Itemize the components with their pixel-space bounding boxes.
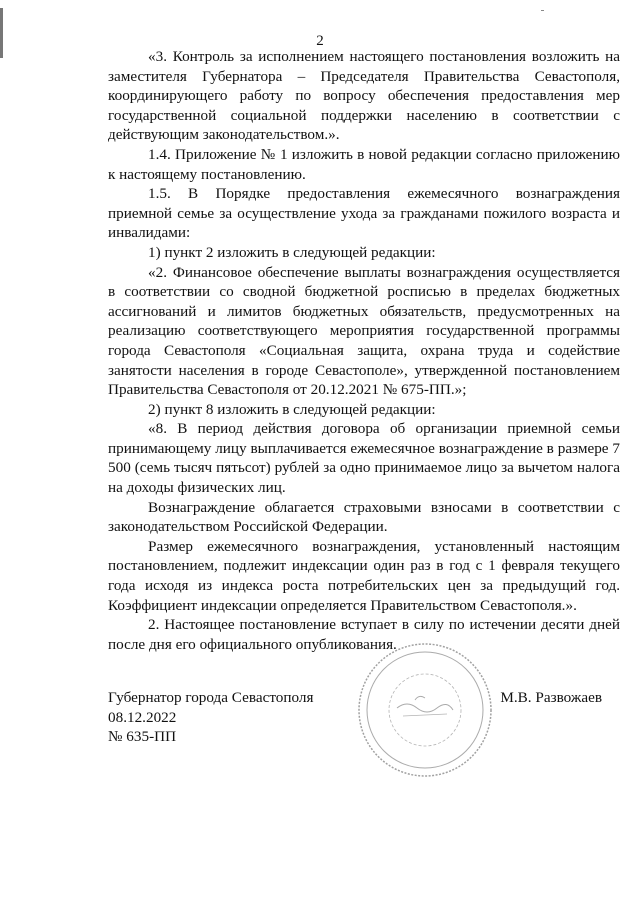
page-number: 2 <box>316 33 324 49</box>
paragraph-clause-8: «8. В период действия договора об организации приемной семьи принимающему лицу выплачивается ежемесячное вознаграждение в размере 7 500 (семь тысяч пятьсот) рублей за одно принимаемое лицо за вычетом налога на доходы физических лиц. <box>108 420 620 497</box>
document-number: № 635-ПП <box>108 728 177 746</box>
paragraph-item-1: 1) пункт 2 изложить в следующей редакции: <box>148 243 436 261</box>
paragraph-item-2: 2) пункт 8 изложить в следующей редакции: <box>148 400 436 418</box>
signature-block <box>108 688 313 747</box>
scan-artifact <box>541 10 544 11</box>
paragraph-1-5: 1.5. В Порядке предоставления ежемесячного вознаграждения приемной семье за осуществление ухода за гражданами пожилого возраста и инвалидами: <box>108 185 620 242</box>
official-seal <box>355 640 495 780</box>
document-date: 08.12.2022 <box>108 708 177 726</box>
paragraph-indexation: Размер ежемесячного вознаграждения, установленный настоящим постановлением, подлежит индексации один раз в год с 1 февраля текущего года исходя из индекса роста потребительских цен за предыдущий год. Коэффициент индексации определяется Правительством Севастополя.». <box>108 537 620 614</box>
paragraph-control-clause: «3. Контроль за исполнением настоящего постановления возложить на заместителя Губернатора – Председателя Правительства Севастополя, координирующего работу по вопросу обеспечения предоставления мер государственной социальной поддержки населению в соответствии с действующим законодательством.». <box>108 48 620 144</box>
paragraph-effective-date: 2. Настоящее постановление вступает в силу по истечении десяти дней после дня его официального опубликования. <box>108 616 620 653</box>
document-body <box>108 47 620 654</box>
paragraph-insurance: Вознаграждение облагается страховыми взносами в соответствии с законодательством Российской Федерации. <box>108 498 620 536</box>
paragraph-clause-2: «2. Финансовое обеспечение выплаты вознаграждения осуществляется в соответствии со сводной бюджетной росписью в пределах бюджетных ассигнований и лимитов бюджетных обязательств, предусмотренных на реализацию соответствующего мероприятия государственной программы города Севастополя «Социальная защита, охрана труда и содействие занятости населения в городе Севастополе», утвержденной постановлением Правительства Севастополя от 20.12.2021 № 675-ПП.»; <box>108 263 620 399</box>
signatory-name: М.В. Развожаев <box>500 689 602 706</box>
signatory-position: Губернатор города Севастополя <box>108 689 314 706</box>
paragraph-1-4: 1.4. Приложение № 1 изложить в новой редакции согласно приложению к настоящему постановлению. <box>108 145 620 183</box>
